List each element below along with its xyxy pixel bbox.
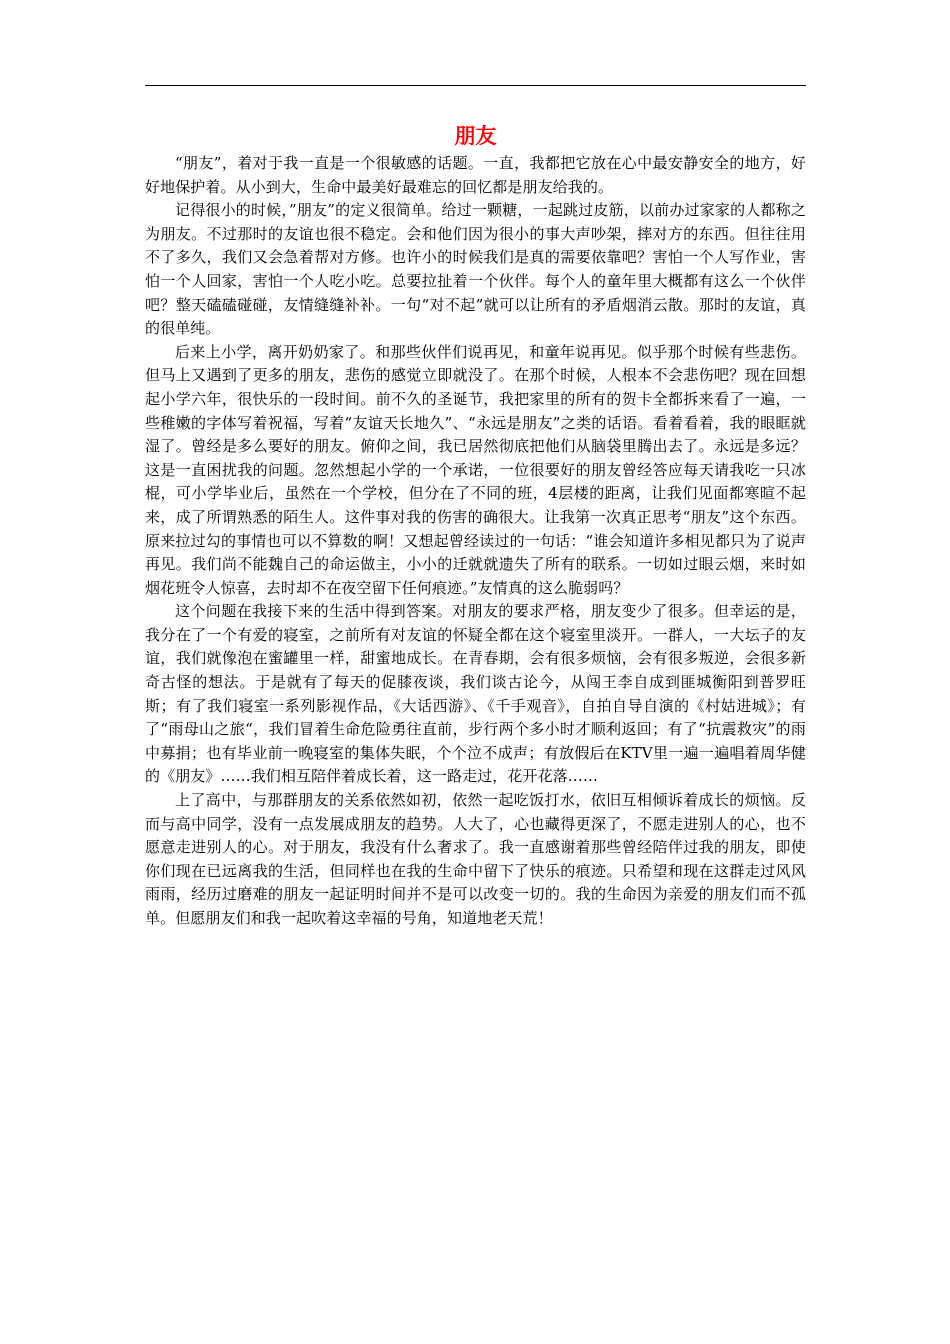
paragraph-2: 记得很小的时候，”朋友”的定义很简单。给过一颗糖，一起跳过皮筋，以前办过家家的人都称之为朋友。不过那时的友谊也很不稳定。会和他们因为很小的事大声吵架，摔对方的东西。但往往用不了多久，我们又会急着帮对方修。也许小的时候我们是真的需要依靠吧？害怕一个人写作业，害怕一个人回家，害怕一个人吃小吃。总要拉扯着一个伙伴。每个人的童年里大概都有这么一个伙伴吧？整天磕磕碰碰，友情缝缝补补。一句“对不起”就可以让所有的矛盾烟消云散。那时的友谊，真的很单纯。	[145, 201, 806, 338]
header-rule	[145, 85, 806, 86]
paragraph-3: 后来上小学，离开奶奶家了。和那些伙伴们说再见，和童年说再见。似乎那个时候有些悲伤。但马上又遇到了更多的朋友，悲伤的感觉立即就没了。在那个时候，人根本不会悲伤吧？现在回想起小学六年，很快乐的一段时间。前不久的圣诞节，我把家里的所有的贺卡全都拆来看了一遍，一些稚嫩的字体写着祝福，写着“友谊天长地久”、“永远是朋友”之类的话语。看着看着，我的眼眶就湿了。曾经是多么要好的朋友。俯仰之间，我已居然彻底把他们从脑袋里腾出去了。永远是多远？这是一直困扰我的问题。忽然想起小学的一个承诺，一位很要好的朋友曾经答应每天请我吃一只冰棍，可小学毕业后，虽然在一个学校，但分在了不同的班，4层楼的距离，让我们见面都寒暄不起来，成了所谓熟悉的陌生人。这件事对我的伤害的确很大。让我第一次真正思考“朋友”这个东西。原来拉过勾的事情也可以不算数的啊！又想起曾经读过的一句话：“谁会知道许多相见都只为了说声再见。我们尚不能魏自己的命运做主，小小的迁就就遗失了所有的联系。一切如过眼云烟，来时如烟花班令人惊喜，去时却不在夜空留下任何痕迹。”友情真的这么脆弱吗？	[145, 342, 806, 597]
paragraph-5: 上了高中，与那群朋友的关系依然如初，依然一起吃饭打水，依旧互相倾诉着成长的烦恼。反而与高中同学，没有一点发展成朋友的趋势。人大了，心也藏得更深了，不愿走进别人的心，也不愿意走进别人的心。对于朋友，我没有什么奢求了。我一直感谢着那些曾经陪伴过我的朋友，即使你们现在已远离我的生活，但同样也在我的生命中留下了快乐的痕迹。只希望和现在这群走过风风雨雨，经历过磨难的朋友一起证明时间并不是可以改变一切的。我的生命因为亲爱的朋友们而不孤单。但愿朋友们和我一起吹着这幸福的号角，知道地老天荒！	[145, 791, 806, 927]
paragraph-4: 这个问题在我接下来的生活中得到答案。对朋友的要求严格，朋友变少了很多。但幸运的是，我分在了一个有爱的寝室，之前所有对友谊的怀疑全都在这个寝室里淡开。一群人，一大坛子的友谊，我们就像泡在蜜罐里一样，甜蜜地成长。在青春期，会有很多烦恼，会有很多叛逆，会很多新奇古怪的想法。于是就有了每天的促膝夜谈，我们谈古论今，从闯王李自成到匪城衡阳到普罗旺斯；有了我们寝室一系列影视作品，《大话西游》、《千手观音》，自拍自导自演的《村姑进城》；有了“雨母山之旅“，我们冒着生命危险勇往直前，步行两个多小时才顺利返回；有了“抗震救灾”的雨中募捐；也有毕业前一晚寝室的集体失眠，个个泣不成声；有放假后在KTV里一遍一遍唱着周华健的《朋友》……我们相互陪伴着成长着，这一路走过，花开花落……	[145, 602, 806, 786]
article-title: 朋友	[454, 124, 497, 148]
article	[145, 120, 806, 931]
paragraph-1: “朋友”，着对于我一直是一个很敏感的话题。一直，我都把它放在心中最安静安全的地方，好好地保护着。从小到大，生命中最美好最难忘的回忆都是朋友给我的。	[145, 154, 806, 196]
